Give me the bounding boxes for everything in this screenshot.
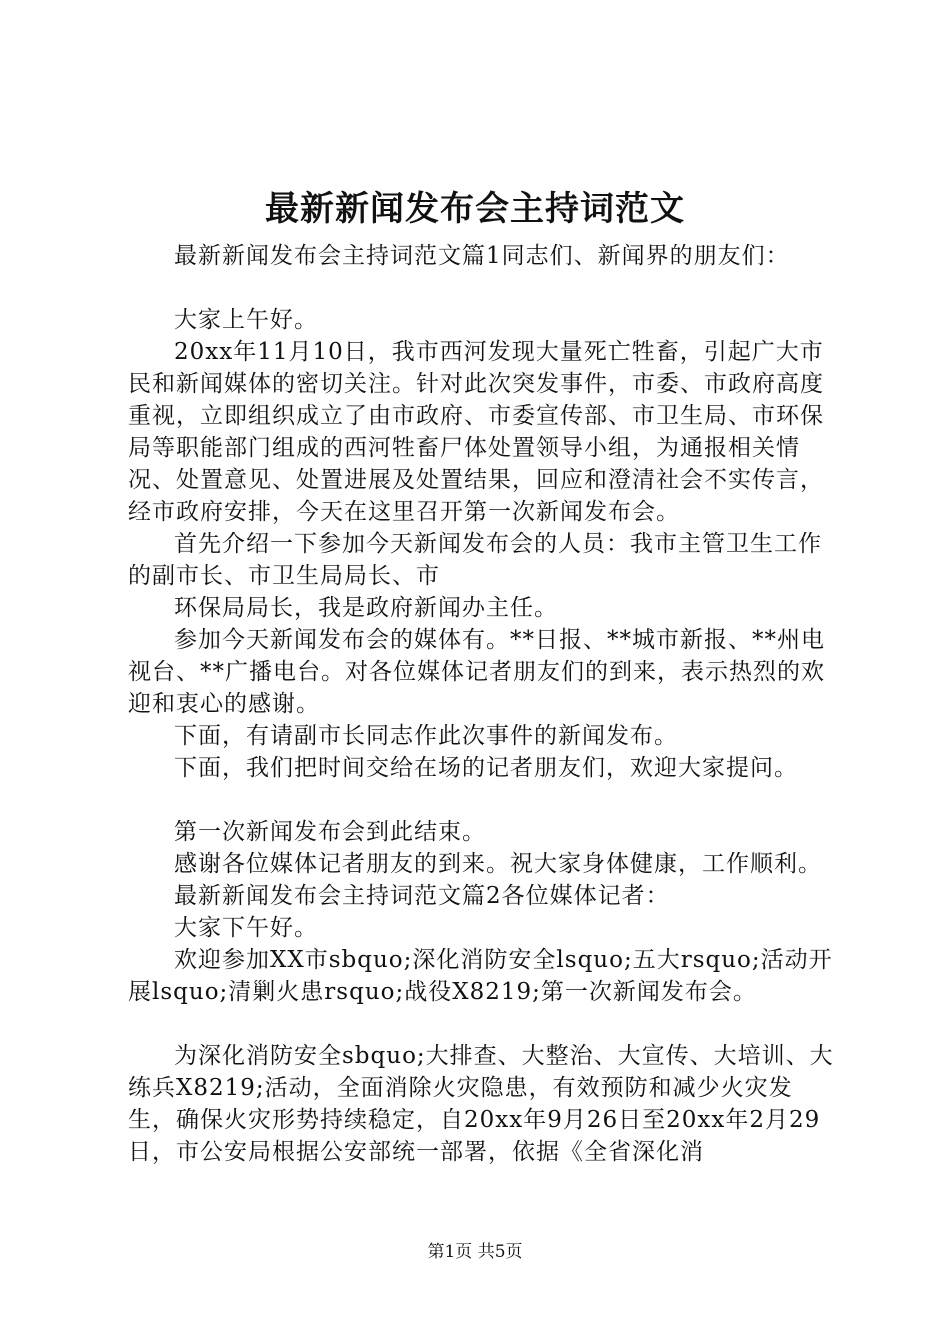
page-number: 第1页 共5页 xyxy=(427,1242,523,1262)
paragraph-8: 下面，我们把时间交给在场的记者朋友们，欢迎大家提问。 xyxy=(174,755,798,781)
document-body xyxy=(128,208,840,1168)
paragraph-13: 欢迎参加XX市sbquo;深化消防安全lsquo;五大rsquo;活动开展lsquo;清剿火患rsquo;战役X8219;第一次新闻发布会。 xyxy=(128,947,833,1005)
paragraph-1: 最新新闻发布会主持词范文篇1同志们、新闻界的朋友们： xyxy=(174,243,790,269)
spacer xyxy=(128,208,840,240)
paragraph-4: 首先介绍一下参加今天新闻发布会的人员：我市主管卫生工作的副市长、市卫生局局长、市 xyxy=(128,531,822,589)
paragraph-14: 为深化消防安全sbquo;大排查、大整治、大宣传、大培训、大练兵X8219;活动，全面消除火灾隐患，有效预防和减少火灾发生，确保火灾形势持续稳定，自20xx年9月26日至20xx年2月29日，市公安局根据公安部统一部署，依据《全省深化消 xyxy=(128,1043,834,1165)
paragraph-12: 大家下午好。 xyxy=(174,915,318,941)
paragraph-11: 最新新闻发布会主持词范文篇2各位媒体记者： xyxy=(174,883,670,909)
paragraph-10: 感谢各位媒体记者朋友的到来。祝大家身体健康，工作顺利。 xyxy=(174,851,822,877)
paragraph-6: 参加今天新闻发布会的媒体有。**日报、**城市新报、**州电视台、**广播电台。对各位媒体记者朋友们的到来，表示热烈的欢迎和衷心的感谢。 xyxy=(128,627,825,717)
paragraph-2: 大家上午好。 xyxy=(174,307,318,333)
spacer xyxy=(128,784,840,816)
paragraph-9: 第一次新闻发布会到此结束。 xyxy=(174,819,486,845)
paragraph-5: 环保局局长，我是政府新闻办主任。 xyxy=(174,595,558,621)
paragraph-3: 20xx年11月10日，我市西河发现大量死亡牲畜，引起广大市民和新闻媒体的密切关注。针对此次突发事件，市委、市政府高度重视，立即组织成立了由市政府、市委宣传部、市卫生局、市环保局等职能部门组成的西河牲畜尸体处置领导小组，为通报相关情况、处置意见、处置进展及处置结果，回应和澄清社会不实传言，经市政府安排，今天在这里召开第一次新闻发布会。 xyxy=(128,339,824,525)
paragraph-7: 下面，有请副市长同志作此次事件的新闻发布。 xyxy=(174,723,678,749)
spacer xyxy=(128,272,840,304)
document-title: 最新新闻发布会主持词范文 xyxy=(265,189,685,229)
spacer xyxy=(128,1008,840,1040)
